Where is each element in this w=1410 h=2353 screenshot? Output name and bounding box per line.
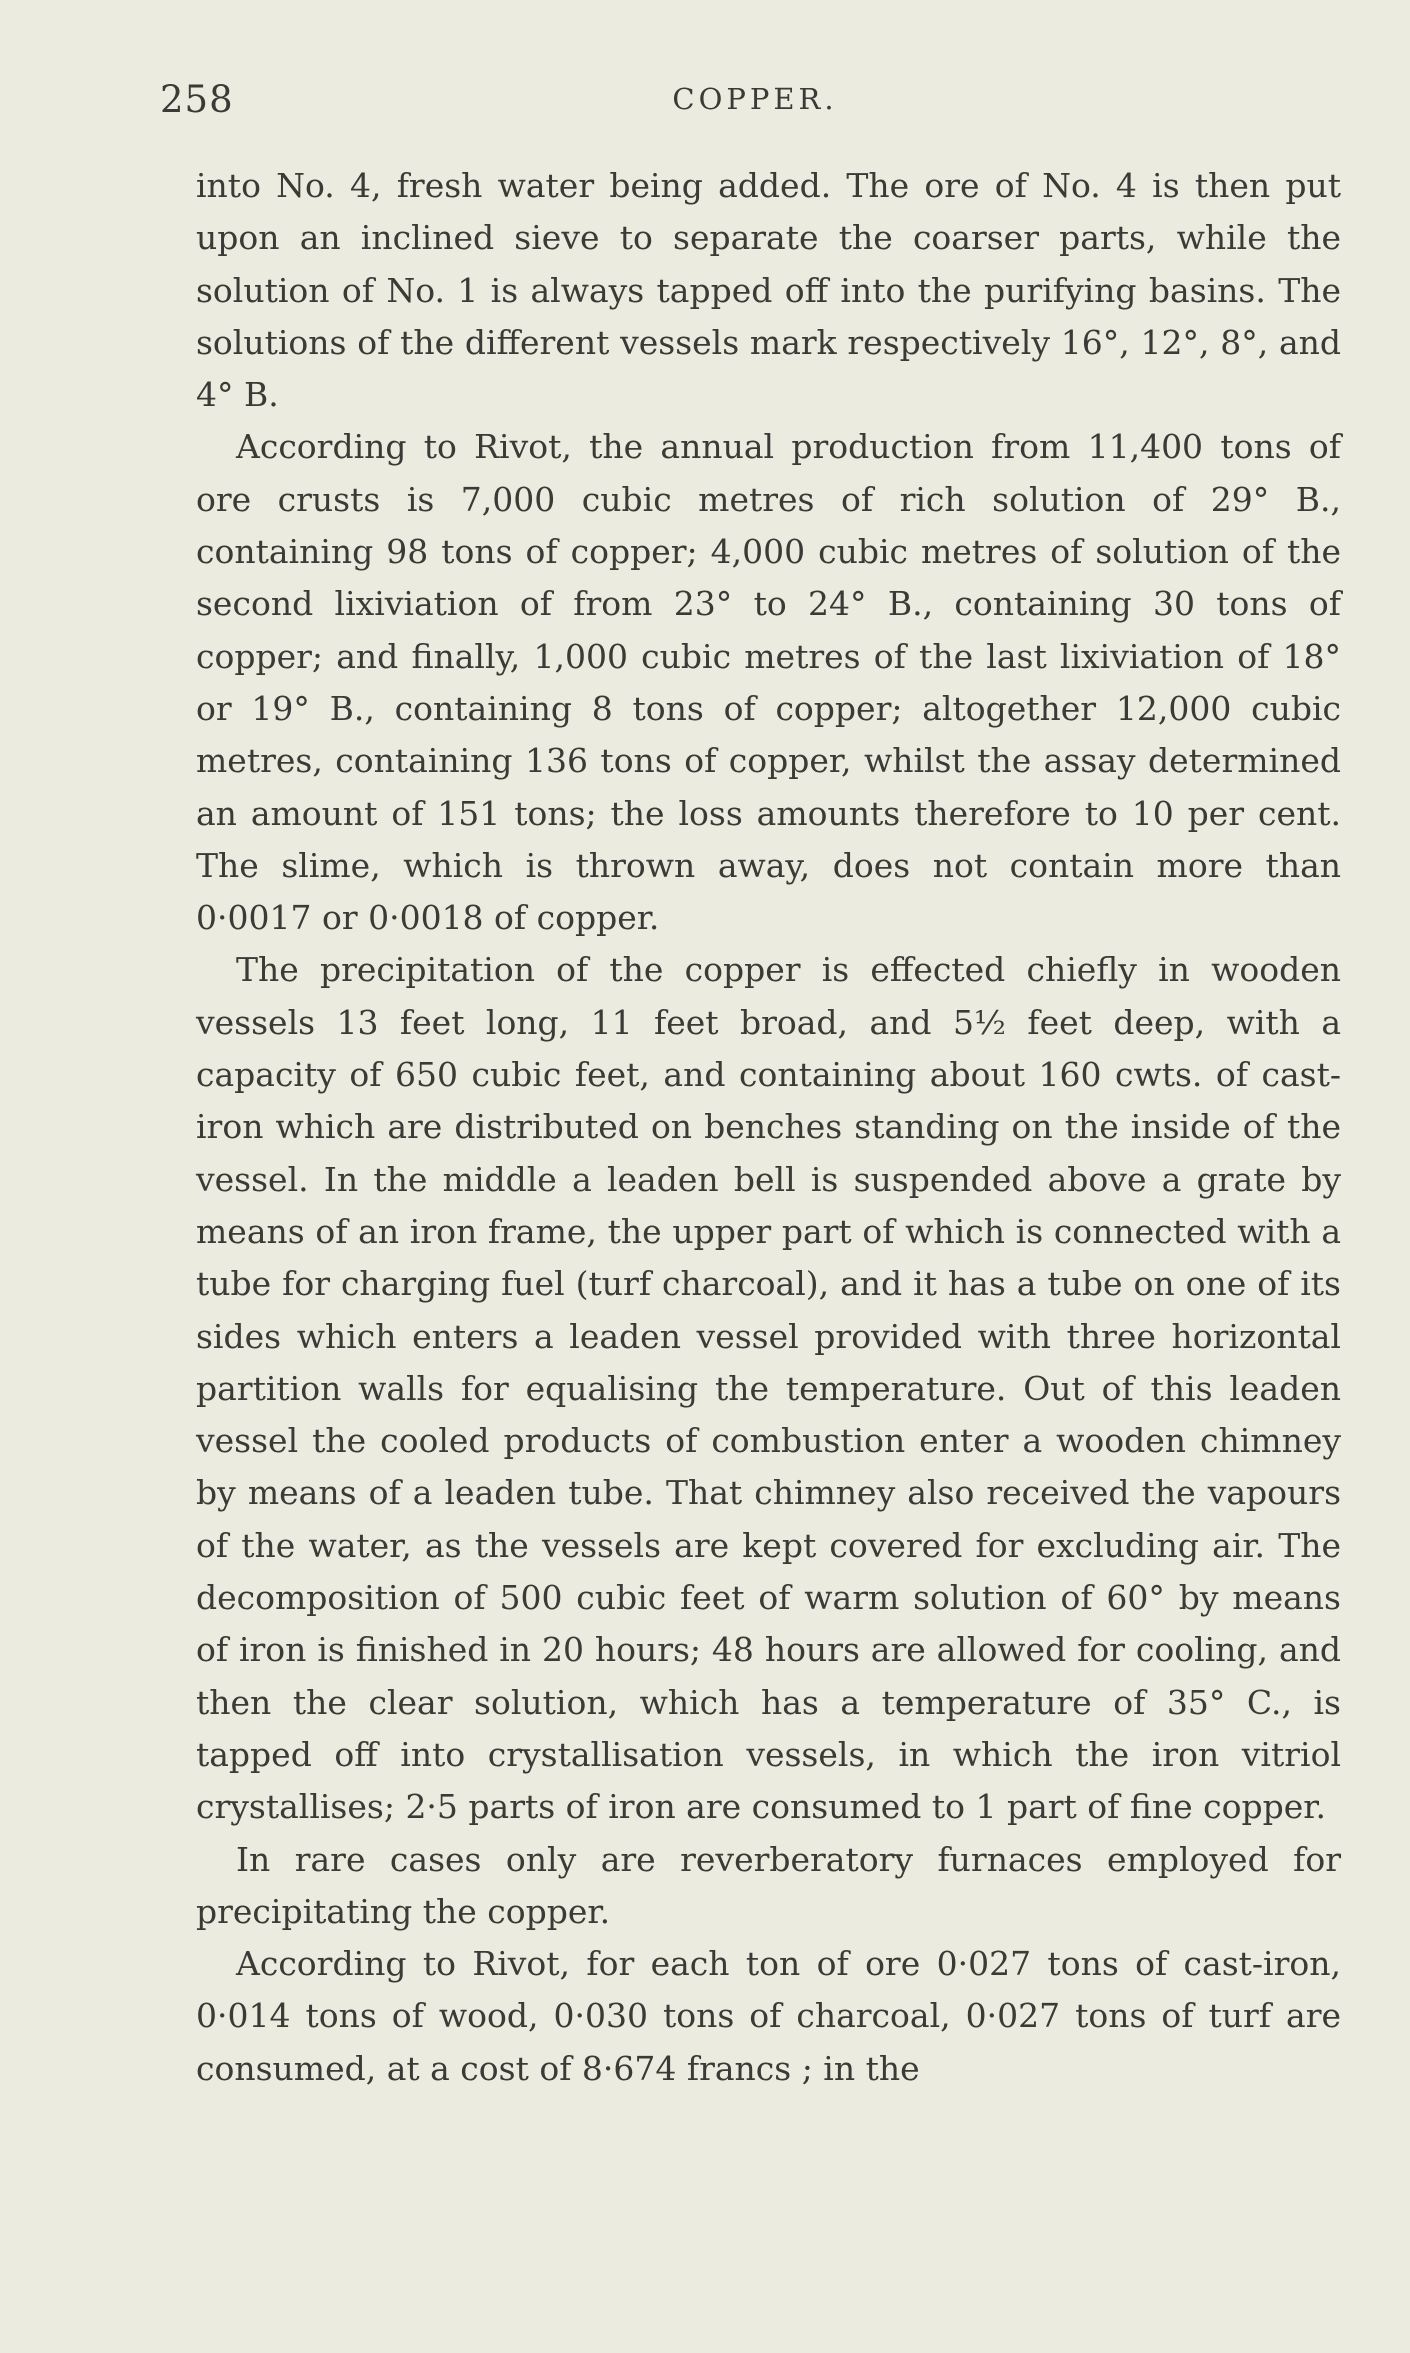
paragraph-continued: into No. 4, fresh water being added. The ore of No. 4 is then put upon an inclined sieve to separate the coarser parts, while the solution of No. 1 is always tapped off into the purifying basins. The solutions of the different vessels mark respectively 16°, 12°, 8°, and 4° B. — [196, 166, 1341, 415]
page-number: 258 — [160, 78, 234, 121]
paragraph-precipitation: The precipitation of the copper is effected chiefly in wooden vessels 13 feet long, 11 feet broad, and 5½ feet deep, with a capacity of 650 cubic feet, and containing about 160 cwts. of cast-iron which are distributed on benches standing on the inside of the vessel. In the middle a leaden bell is suspended above a grate by means of an iron frame, the upper part of which is connected with a tube for charging fuel (turf charcoal), and it has a tube on one of its sides which enters a leaden vessel provided with three horizontal partition walls for equalising the temperature. Out of this leaden vessel the cooled products of combustion enter a wooden chimney by means of a leaden tube. That chimney also received the vapours of the water, as the vessels are kept covered for excluding air. The decomposition of 500 cubic feet of warm solution of 60° by means of iron is finished in 20 hours; 48 hours are allowed for cooling, and then the clear solution, which has a temperature of 35° C., is tapped off into crystallisation vessels, in which the iron vitriol crystallises; 2·5 parts of iron are consumed to 1 part of fine copper. — [196, 950, 1341, 1827]
paragraph-rivot-production: According to Rivot, the annual production from 11,400 tons of ore crusts is 7,000 cubic metres of rich solution of 29° B., containing 98 tons of copper; 4,000 cubic metres of solution of the second lixiviation of from 23° to 24° B., containing 30 tons of copper; and finally, 1,000 cubic metres of the last lixiviation of 18° or 19° B., containing 8 tons of copper; altogether 12,000 cubic metres, containing 136 tons of copper, whilst the assay determined an amount of 151 tons; the loss amounts therefore to 10 per cent. The slime, which is thrown away, does not contain more than 0·0017 or 0·0018 of copper. — [196, 427, 1341, 938]
paragraph-consumption: According to Rivot, for each ton of ore 0·027 tons of cast-iron, 0·014 tons of wood, 0·030 tons of charcoal, 0·027 tons of turf are consumed, at a cost of 8·674 francs ; in the — [196, 1944, 1341, 2088]
running-title: COPPER. — [672, 82, 838, 116]
paragraph-reverberatory: In rare cases only are reverberatory furnaces employed for precipitating the copper. — [196, 1839, 1341, 1931]
body-text — [196, 160, 1341, 2095]
page-header — [160, 78, 1350, 128]
